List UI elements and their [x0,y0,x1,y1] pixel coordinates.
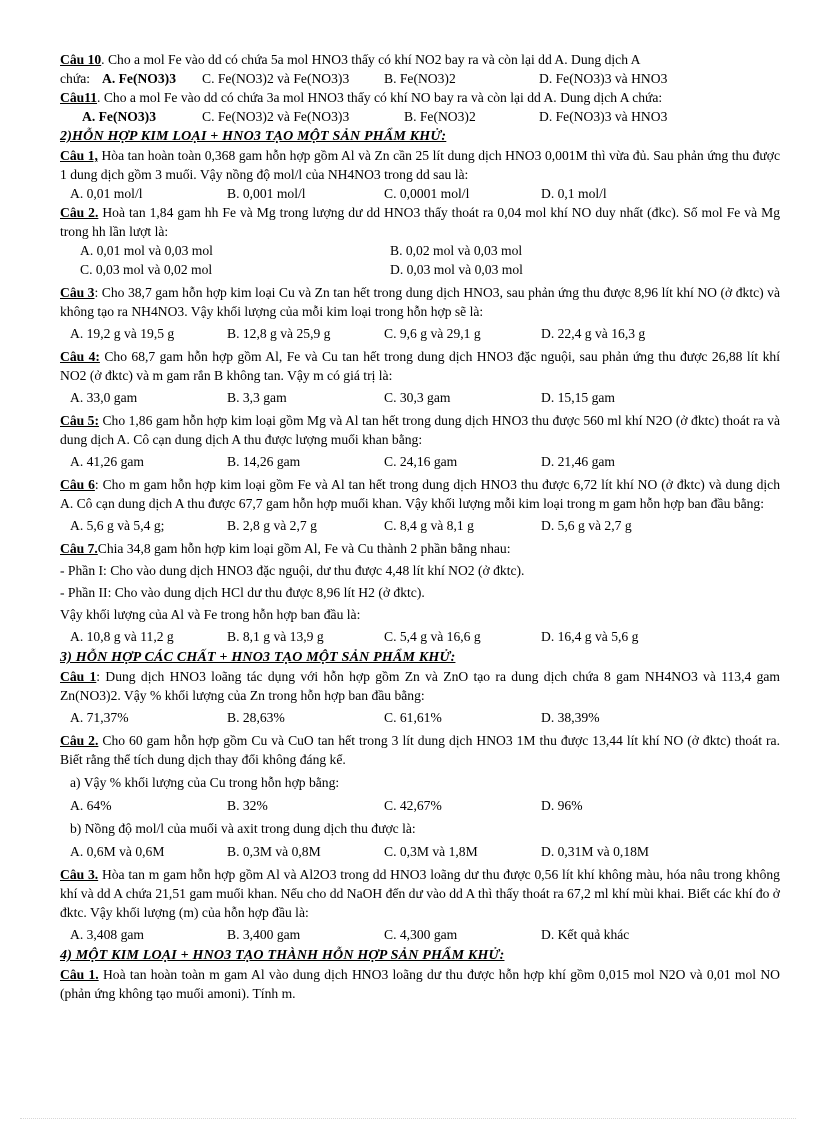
option-d: D. Kết quả khác [541,927,630,942]
answer-options [60,107,780,126]
section3-question-3 [60,865,780,922]
question-text: Hoà tan hoàn toàn m gam Al vào dung dịch HNO3 loãng dư thu được hỗn hợp khí gồm 0,015 mol N2O và 0,01 mol NO (phản ứng không tạo muối amoni). Tính m. [60,967,780,1001]
option-a: A. 0,6M và 0,6M [70,844,165,859]
section-heading-3: 3) HỖN HỢP CÁC CHẤT + HNO3 TẠO MỘT SẢN PHẨM KHỬ: [60,650,456,665]
option-a: A. Fe(NO3)3 [82,109,156,124]
question-text: . Cho a mol Fe vào dd có chứa 5a mol HNO3 thấy có khí NO2 bay ra và còn lại dd A. Dung dịch A [101,52,641,67]
option-b: B. 28,63% [227,710,285,725]
answer-options [60,708,780,727]
answer-options [60,796,780,815]
question-10 [60,50,780,69]
question-lead: chứa: [60,71,91,86]
answer-options [60,452,780,471]
sub-question-a: a) Vậy % khối lượng của Cu trong hỗn hợp bằng: [70,775,340,790]
document-page [60,50,780,1003]
section2-question-5 [60,411,780,449]
option-c: C. Fe(NO3)2 và Fe(NO3)3 [202,109,350,124]
option-d: D. Fe(NO3)3 và HNO3 [539,109,668,124]
option-c: C. 8,4 g và 8,1 g [384,518,474,533]
question-number: Câu 2. [60,205,99,220]
question-text: Hoà tan 1,84 gam hh Fe và Mg trong lượng dư dd HNO3 thấy thoát ra 0,04 mol khí NO duy nhất (đkc). Số mol Fe và Mg trong hh lần lượt là: [60,205,780,239]
question-part-1: - Phần I: Cho vào dung dịch HNO3 đặc nguội, dư thu được 4,48 lít khí NO2 (ở đktc). [60,563,525,578]
question-number: Câu 1. [60,967,99,982]
answer-options [60,516,780,535]
option-a: A. 0,01 mol/l [70,186,143,201]
option-b: B. 12,8 g và 25,9 g [227,326,331,341]
option-a: A. 41,26 gam [70,454,145,469]
option-c: C. 0,0001 mol/l [384,186,470,201]
option-a: A. 0,01 mol và 0,03 mol [80,243,213,258]
option-d: D. 15,15 gam [541,390,616,405]
section2-question-2 [60,203,780,241]
answer-options [60,184,780,203]
option-b: B. 0,3M và 0,8M [227,844,321,859]
section2-question-3 [60,283,780,321]
question-text: : Dung dịch HNO3 loãng tác dụng với hỗn hợp gồm Zn và ZnO tạo ra dung dịch chứa 8 gam NH4NO3 và 113,4 gam Zn(NO3)2. Vậy % khối lượng của Zn trong hỗn hợp ban đầu bằng: [60,669,780,703]
option-d: D. 0,1 mol/l [541,186,607,201]
option-c: C. 5,4 g và 16,6 g [384,629,481,644]
section4-question-1 [60,965,780,1003]
option-b: B. Fe(NO3)2 [384,71,456,86]
question-number: Câu 6 [60,477,95,492]
section3-question-2 [60,731,780,769]
option-a: A. 5,6 g và 5,4 g; [70,518,165,533]
option-b: B. 8,1 g và 13,9 g [227,629,324,644]
option-d: D. 5,6 g và 2,7 g [541,518,632,533]
option-c: C. 0,3M và 1,8M [384,844,478,859]
question-text: Hòa tan hoàn toàn 0,368 gam hỗn hợp gồm Al và Zn cần 25 lít dung dịch HNO3 0,001M thì vừa đủ. Sau phản ứng thu được 1 dung dịch gồm 3 muối. Vậy nồng độ mol/l của NH4NO3 trong dd sau là: [60,148,780,182]
option-b: B. 3,400 gam [227,927,301,942]
section2-question-7 [60,539,780,558]
option-c: C. 9,6 g và 29,1 g [384,326,481,341]
answer-options [60,69,780,88]
question-number: Câu 7. [60,541,98,556]
option-d: D. 21,46 gam [541,454,616,469]
answer-options [60,842,780,861]
question-part-2: - Phần II: Cho vào dung dịch HCl dư thu được 8,96 lít H2 (ở đktc). [60,585,425,600]
option-b: B. 32% [227,798,268,813]
option-b: B. 3,3 gam [227,390,287,405]
option-b: B. Fe(NO3)2 [404,109,476,124]
question-number: Câu11 [60,90,98,105]
section2-question-1 [60,146,780,184]
option-c: C. 61,61% [384,710,442,725]
option-d: D. 22,4 g và 16,3 g [541,326,646,341]
question-number: Câu 1 [60,669,97,684]
question-text: : Cho m gam hỗn hợp kim loại gồm Fe và Al tan hết trong dung dịch HNO3 thu được 6,72 lít khí NO (ở đktc) và dung dịch A. Cô cạn dung dịch A thu được 67,7 gam hỗn hợp muối khan. Vậy khối lượng mỗi kim loại trong m gam hỗn hợp ban đầu bằng: [60,477,780,511]
option-c: C. 4,300 gam [384,927,458,942]
option-d: D. 96% [541,798,583,813]
question-ask: Vậy khối lượng của Al và Fe trong hỗn hợp ban đầu là: [60,607,361,622]
option-d: D. 16,4 g và 5,6 g [541,629,639,644]
option-c: C. 24,16 gam [384,454,458,469]
option-b: B. 14,26 gam [227,454,301,469]
option-a: A. 3,408 gam [70,927,145,942]
option-a: A. 64% [70,798,112,813]
question-number: Câu 5: [60,413,99,428]
answer-options [60,241,780,279]
question-text: Chia 34,8 gam hỗn hợp kim loại gồm Al, Fe và Cu thành 2 phần bằng nhau: [97,541,511,556]
question-text: Hòa tan m gam hỗn hợp gồm Al và Al2O3 trong dd HNO3 loãng dư thu được 0,56 lít khí không màu, hóa nâu trong không khí và dd A chứa 21,51 gam muối khan. Nếu cho dd NaOH đến dư vào dd A thì thấy thoát ra 67,2 ml khí mùi khai. Biết các khí đo ở đktc. Vậy khối lượng (m) của hỗn hợp đầu là: [60,867,780,920]
option-c: C. Fe(NO3)2 và Fe(NO3)3 [202,71,350,86]
answer-options [60,627,780,646]
option-b: B. 2,8 g và 2,7 g [227,518,317,533]
question-number: Câu 3 [60,285,95,300]
question-number: Câu 2. [60,733,99,748]
option-b: B. 0,02 mol và 0,03 mol [390,243,523,258]
section-heading-4: 4) MỘT KIM LOẠI + HNO3 TẠO THÀNH HỖN HỢP SẢN PHẨM KHỬ: [60,948,505,963]
option-c: C. 0,03 mol và 0,02 mol [80,262,213,277]
answer-options [60,324,780,343]
sub-question-b: b) Nồng độ mol/l của muối và axit trong dung dịch thu được là: [70,821,416,836]
answer-options [60,388,780,407]
option-a: A. 71,37% [70,710,129,725]
question-number: Câu 10 [60,52,102,67]
section3-question-1 [60,667,780,705]
question-number: Câu 1, [60,148,98,163]
option-a: A. 33,0 gam [70,390,138,405]
question-text: Cho 60 gam hỗn hợp gồm Cu và CuO tan hết trong 3 lít dung dịch HNO3 1M thu được 13,44 lít khí NO (ở đktc) thoát ra. Biết rằng thể tích dung dịch thay đổi không đáng kể. [60,733,780,767]
option-d: D. 0,03 mol và 0,03 mol [390,262,523,277]
question-number: Câu 4: [60,349,100,364]
question-number: Câu 3. [60,867,99,882]
option-a: A. 10,8 g và 11,2 g [70,629,174,644]
option-d: D. Fe(NO3)3 và HNO3 [539,71,668,86]
section-heading-2: 2)HỖN HỢP KIM LOẠI + HNO3 TẠO MỘT SẢN PHẨM KHỬ: [60,129,447,144]
question-text: . Cho a mol Fe vào dd có chứa 3a mol HNO3 thấy có khí NO bay ra và còn lại dd A. Dung dịch A chứa: [97,90,663,105]
section2-question-4 [60,347,780,385]
option-a: A. Fe(NO3)3 [102,71,176,86]
question-text: Cho 1,86 gam hỗn hợp kim loại gồm Mg và Al tan hết trong dung dịch HNO3 thu được 560 ml khí N2O (ở đktc) thoát ra và dung dịch A. Cô cạn dung dịch A thu được lượng muối khan bằng: [60,413,780,447]
option-d: D. 38,39% [541,710,600,725]
option-c: C. 42,67% [384,798,442,813]
question-text: Cho 68,7 gam hỗn hợp gồm Al, Fe và Cu tan hết trong dung dịch HNO3 đặc nguội, sau phản ứng thu được 26,88 lít khí NO2 (ở đktc) và m gam rắn B không tan. Vậy m có giá trị là: [60,349,780,383]
page-bottom-rule [20,1118,796,1119]
answer-options [60,925,780,944]
section2-question-6 [60,475,780,513]
option-d: D. 0,31M và 0,18M [541,844,649,859]
question-11 [60,88,780,107]
question-text: : Cho 38,7 gam hỗn hợp kim loại Cu và Zn tan hết trong dung dịch HNO3, sau phản ứng thu được 8,96 lít khí NO (ở đktc) và không tạo ra NH4NO3. Vậy khối lượng của mỗi kim loại trong hỗn hợp sẽ là: [60,285,780,319]
option-b: B. 0,001 mol/l [227,186,306,201]
option-a: A. 19,2 g và 19,5 g [70,326,175,341]
option-c: C. 30,3 gam [384,390,451,405]
